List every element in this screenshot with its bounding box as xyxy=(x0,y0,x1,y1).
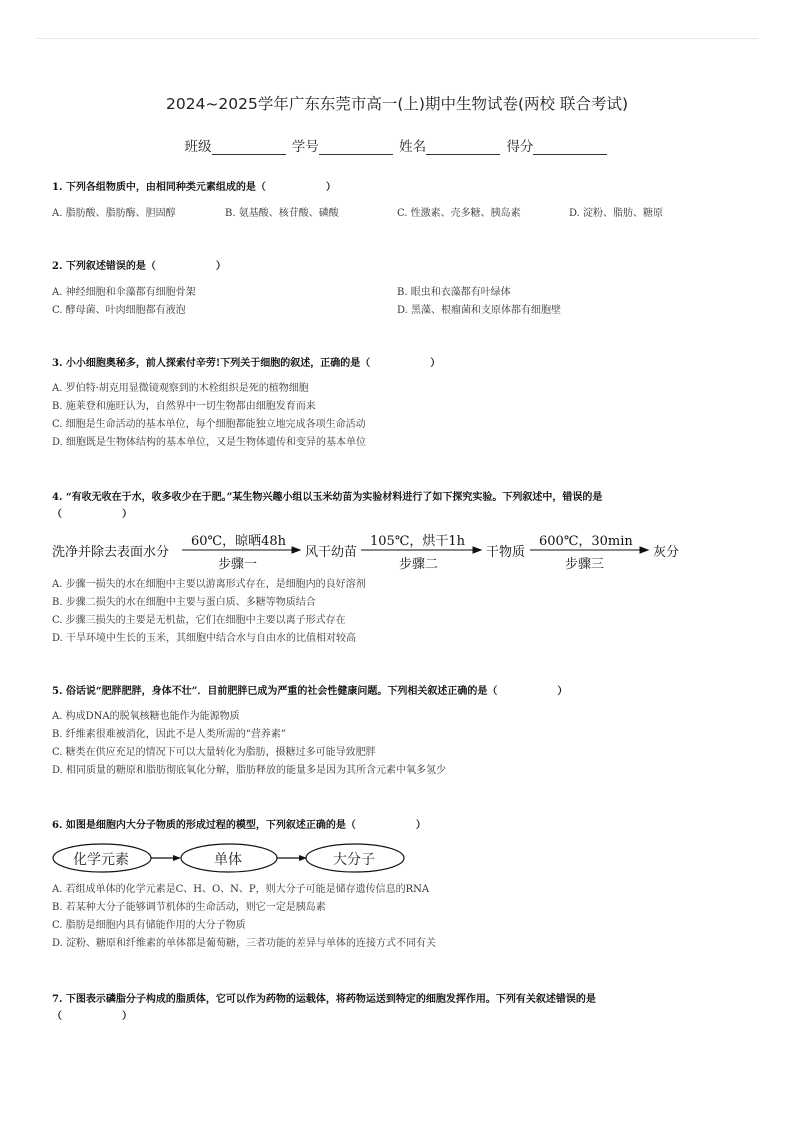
id-label: 学号 xyxy=(291,139,319,155)
option-b[interactable]: B. 氨基酸、核苷酸、磷酸 xyxy=(225,208,339,219)
score-label: 得分 xyxy=(506,139,534,155)
question-6 xyxy=(52,817,752,834)
option-d[interactable]: D. 黑藻、根瘤菌和支原体都有细胞壁 xyxy=(397,305,562,316)
student-info-line xyxy=(0,135,794,155)
option-d[interactable]: D. 干旱环境中生长的玉米，其细胞中结合水与自由水的比值相对较高 xyxy=(52,633,357,644)
option-a[interactable]: A. 步骤一损失的水在细胞中主要以游离形式存在，是细胞内的良好溶剂 xyxy=(52,579,366,590)
experiment-flowchart xyxy=(52,530,752,574)
option-a[interactable]: A. 脂肪酸、脂肪酶、胆固醇 xyxy=(52,208,176,219)
option-row xyxy=(52,284,752,302)
score-blank[interactable] xyxy=(533,140,607,155)
node3-label: 大分子 xyxy=(333,852,375,868)
question-3 xyxy=(52,355,752,452)
option-a[interactable]: A. 罗伯特·胡克用显微镜观察到的木栓组织是死的植物细胞 xyxy=(52,383,309,394)
option-c[interactable]: C. 性激素、壳多糖、胰岛素 xyxy=(397,208,521,219)
option-d[interactable]: D. 淀粉、脂肪、糖原 xyxy=(569,208,664,219)
option-row xyxy=(52,205,752,223)
arrow2-head xyxy=(473,547,481,553)
question-stem: 1. 下列各组物质中，由相同种类元素组成的是（ ） xyxy=(52,182,336,193)
option-c[interactable]: C. 糖类在供应充足的情况下可以大量转化为脂肪，摄糖过多可能导致肥胖 xyxy=(52,747,376,758)
question-7 xyxy=(52,991,752,1025)
arrow1-head xyxy=(292,547,300,553)
header-divider xyxy=(36,38,758,39)
page-title: 2024~2025学年广东东莞市高一(上)期中生物试卷(两校 联合考试) xyxy=(166,95,628,113)
option-a[interactable]: A. 神经细胞和伞藻都有细胞骨架 xyxy=(52,287,196,298)
option-row xyxy=(52,302,752,320)
question-4-options xyxy=(52,576,752,648)
question-stem-line1: 7. 下图表示磷脂分子构成的脂质体，它可以作为药物的运载体，将药物运送到特定的细胞发挥作用。下列有关叙述错误的是 xyxy=(52,994,596,1005)
class-label: 班级 xyxy=(184,139,212,155)
question-stem-line2: （ ） xyxy=(52,1011,132,1022)
node2-label: 单体 xyxy=(214,852,242,868)
flow-mid1: 风干幼苗 xyxy=(305,545,358,560)
option-a[interactable]: A. 构成DNA的脱氧核糖也能作为能源物质 xyxy=(52,711,240,722)
flow-arrow3-step: 步骤三 xyxy=(565,557,605,572)
flow-arrow3-condition: 600℃，30min xyxy=(539,534,633,549)
flow-arrow1-condition: 60℃，晾晒48h xyxy=(191,534,286,549)
arrow1-head xyxy=(173,855,181,861)
name-label: 姓名 xyxy=(399,139,427,155)
option-b[interactable]: B. 眼虫和衣藻都有叶绿体 xyxy=(397,287,511,298)
option-d[interactable]: D. 相同质量的糖原和脂肪彻底氧化分解，脂肪释放的能量多是因为其所含元素中氧多氢少 xyxy=(52,765,447,776)
arrow3-head xyxy=(640,547,648,553)
question-2 xyxy=(52,258,752,320)
question-stem: 3. 小小细胞奥秘多，前人探索付辛劳!下列关于细胞的叙述，正确的是（ ） xyxy=(52,358,441,369)
option-b[interactable]: B. 施莱登和施旺认为，自然界中一切生物都由细胞发育而来 xyxy=(52,401,316,412)
option-d[interactable]: D. 细胞既是生物体结构的基本单位，又是生物体遗传和变异的基本单位 xyxy=(52,437,367,448)
flow-arrow2-condition: 105℃，烘干1h xyxy=(370,534,465,549)
flow-start: 洗净并除去表面水分 xyxy=(52,545,170,560)
question-4 xyxy=(52,489,752,523)
question-stem: 6. 如图是细胞内大分子物质的形成过程的模型，下列叙述正确的是（ ） xyxy=(52,820,426,831)
question-stem-line2: （ ） xyxy=(52,509,132,520)
question-5 xyxy=(52,683,752,780)
flow-end: 灰分 xyxy=(653,545,680,560)
flow-arrow2-step: 步骤二 xyxy=(399,557,439,572)
question-stem: 5. 俗话说“肥胖肥胖，身体不壮”．目前肥胖已成为严重的社会性健康问题。下列相关叙述正确的是（ ） xyxy=(52,686,568,697)
name-blank[interactable] xyxy=(426,140,500,155)
question-6-options xyxy=(52,881,752,953)
class-blank[interactable] xyxy=(212,140,286,155)
option-c[interactable]: C. 步骤三损失的主要是无机盐，它们在细胞中主要以离子形式存在 xyxy=(52,615,346,626)
option-c[interactable]: C. 细胞是生命活动的基本单位，每个细胞都能独立地完成各项生命活动 xyxy=(52,419,366,430)
arrow2-head xyxy=(299,855,307,861)
option-d[interactable]: D. 淀粉、糖原和纤维素的单体都是葡萄糖，三者功能的差异与单体的连接方式不同有关 xyxy=(52,938,437,949)
node1-label: 化学元素 xyxy=(73,852,129,868)
option-b[interactable]: B. 步骤二损失的水在细胞中主要与蛋白质、多糖等物质结合 xyxy=(52,597,316,608)
question-stem: 2. 下列叙述错误的是（ ） xyxy=(52,261,226,272)
option-a[interactable]: A. 若组成单体的化学元素是C、H、O、N、P，则大分子可能是储存遗传信息的RNA xyxy=(52,884,430,895)
option-b[interactable]: B. 纤维素很难被消化，因此不是人类所需的“营养素” xyxy=(52,729,286,740)
question-stem-line1: 4. “有收无收在于水，收多收少在于肥。”某生物兴趣小组以玉米幼苗为实验材料进行了如下探究实验。下列叙述中，错误的是 xyxy=(52,492,603,503)
macromolecule-model-diagram xyxy=(52,841,432,875)
option-b[interactable]: B. 若某种大分子能够调节机体的生命活动，则它一定是胰岛素 xyxy=(52,902,326,913)
flow-arrow1-step: 步骤一 xyxy=(218,557,258,572)
option-c[interactable]: C. 酵母菌、叶肉细胞都有液泡 xyxy=(52,305,186,316)
option-c[interactable]: C. 脂肪是细胞内具有储能作用的大分子物质 xyxy=(52,920,246,931)
flow-arrows xyxy=(52,530,752,574)
id-blank[interactable] xyxy=(319,140,393,155)
question-1 xyxy=(52,179,752,223)
flow-mid2: 干物质 xyxy=(486,545,526,560)
